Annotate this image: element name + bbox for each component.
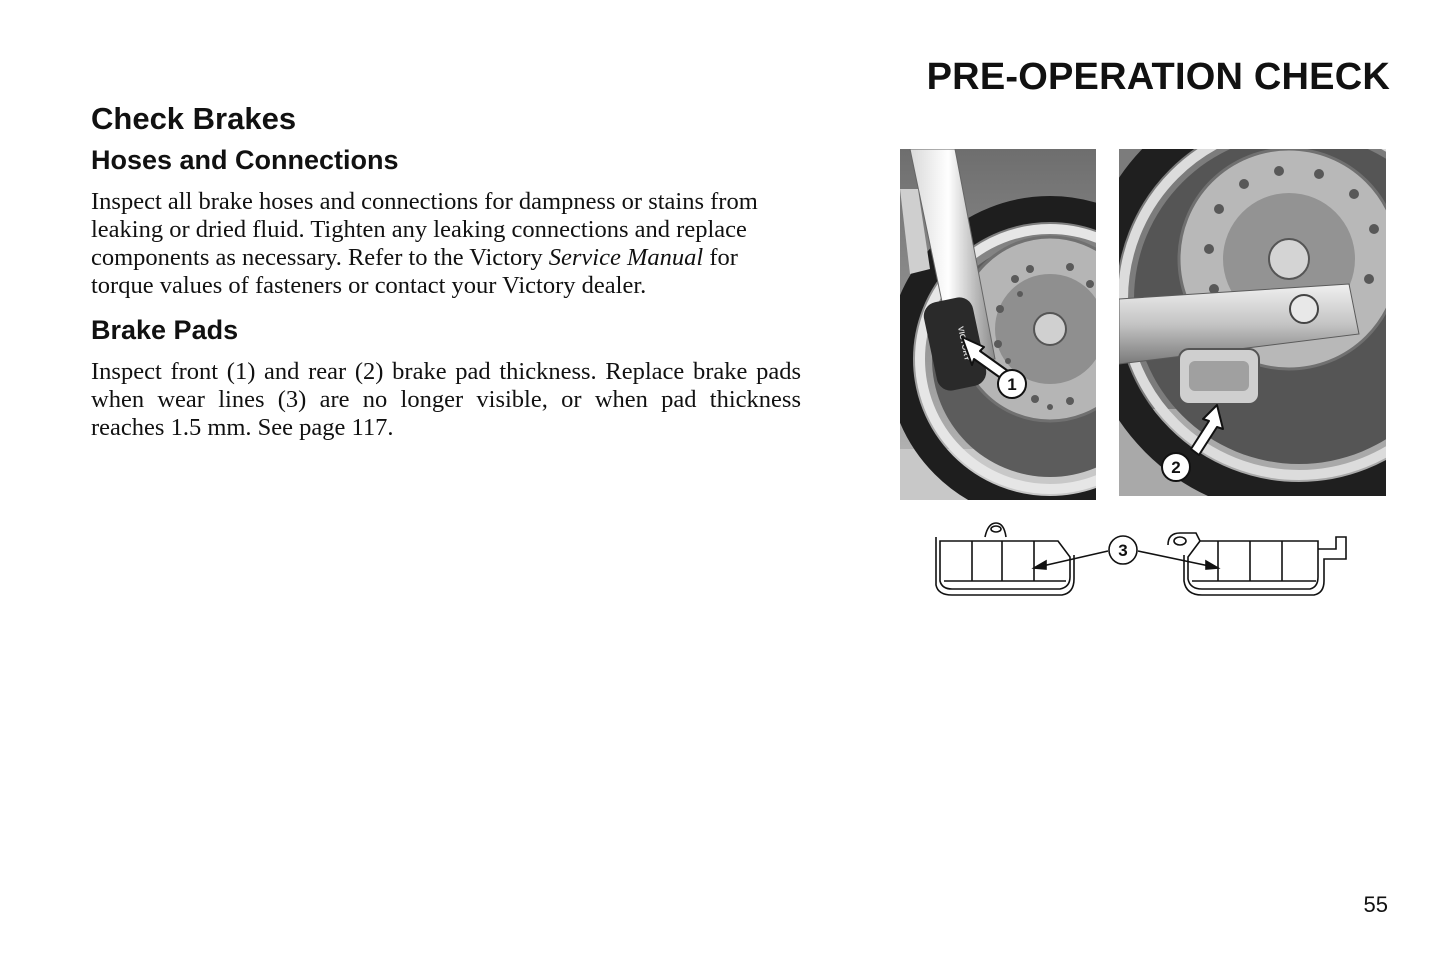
page-title: Check Brakes: [91, 101, 297, 136]
pads-paragraph: Inspect front (1) and rear (2) brake pad thickness. Replace brake pads when wear lines (3) are no longer visible, or when pad thickness reaches 1.5 mm. See page 117.: [91, 358, 801, 441]
left-pad-icon: [936, 523, 1074, 595]
brake-pads-diagram: [930, 515, 1360, 610]
front-callout-1: 1: [1007, 375, 1017, 394]
page-number: 55: [1363, 892, 1388, 917]
hoses-text-after: for torque values of fasteners or contact your Victory dealer.: [91, 244, 738, 299]
hoses-paragraph: [91, 188, 801, 300]
pads-heading: Brake Pads: [91, 315, 239, 345]
front-brake-photo: [900, 149, 1096, 500]
text-column: [91, 100, 801, 456]
section-title: PRE-OPERATION CHECK: [926, 56, 1390, 98]
hoses-text-before: Inspect all brake hoses and connections for dampness or stains from leaking or dried fluid. Tighten any leaking connections and replace components as necessary. Refer to the Victory: [91, 188, 758, 271]
hoses-heading: Hoses and Connections: [91, 145, 399, 175]
pad-callout-3: 3: [1118, 541, 1128, 560]
service-manual-title: Service Manual: [548, 244, 704, 271]
right-pad-icon: [1168, 533, 1346, 595]
rear-brake-photo: [1119, 149, 1386, 496]
rear-callout-2: 2: [1171, 458, 1181, 477]
